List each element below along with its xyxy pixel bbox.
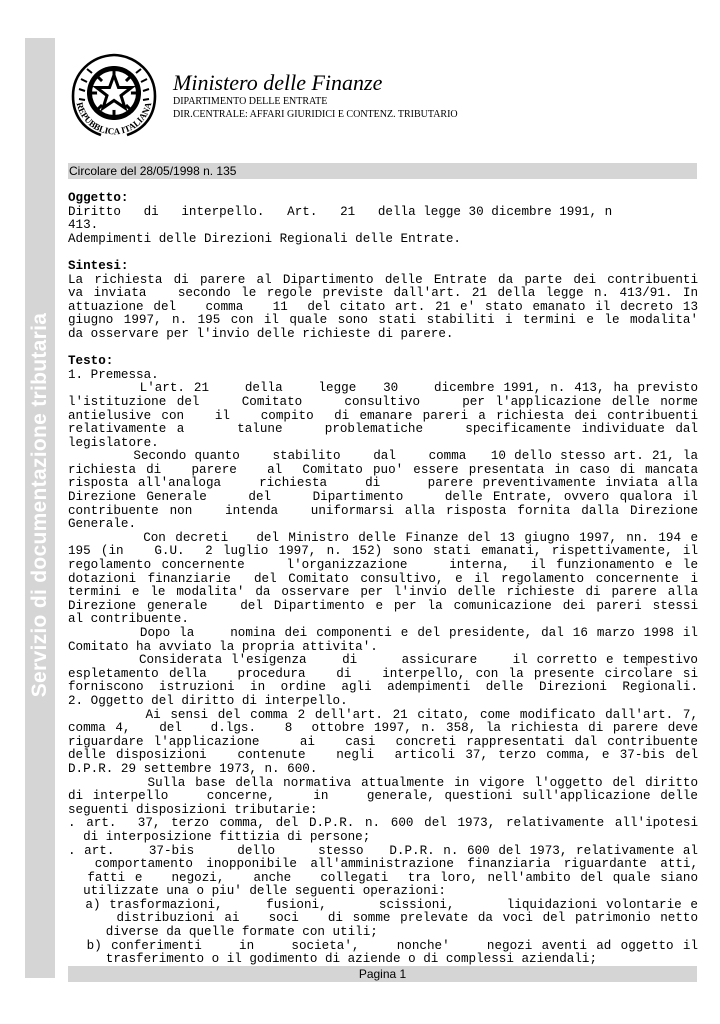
document-body bbox=[68, 192, 698, 967]
testo-line: a) trasformazioni, fusioni, scissioni, liquidazioni volontarie e bbox=[68, 897, 698, 912]
sintesi-section bbox=[68, 274, 698, 342]
sintesi-line: va inviata secondo le regole previste dall'art. 21 della legge n. 413/91. In bbox=[68, 286, 698, 301]
testo-line: Dopo la nomina dei componenti e del presidente, dal 16 marzo 1998 il bbox=[68, 626, 698, 640]
testo-line: forniscono istruzioni in ordine agli adempimenti delle Direzioni Regionali. bbox=[68, 680, 698, 695]
testo-line: riguardare l'applicazione ai casi concreti rappresentati dal contribuente bbox=[68, 734, 698, 749]
testo-line: relativamente a talune problematiche specificamente individuate dal bbox=[68, 422, 698, 437]
testo-line: . art. 37, terzo comma, del D.P.R. n. 600 del 1973, relativamente all'ipotesi bbox=[68, 816, 698, 831]
testo-line: . art. 37-bis dello stesso D.P.R. n. 600 del 1973, relativamente al bbox=[68, 843, 698, 858]
testo-line: comma 4, del d.lgs. 8 ottobre 1997, n. 358, la richiesta di parere deve bbox=[68, 721, 698, 736]
testo-line: contribuente non intenda uniformarsi alla risposta fornita dalla Direzione bbox=[68, 503, 698, 518]
oggetto-line: 413. bbox=[68, 218, 99, 233]
testo-line: termini e le modalita' da osservare per l'invio delle richieste di parere alla bbox=[68, 585, 698, 600]
testo-line: regolamento concernente l'organizzazione interna, il funzionamento e le bbox=[68, 558, 698, 573]
testo-line: Con decreti del Ministro delle Finanze del 13 giugno 1997, nn. 194 e bbox=[68, 530, 698, 545]
testo-line: diverse da quelle formate con utili; bbox=[68, 925, 378, 940]
sintesi-line: attuazione del comma 11 del citato art. 21 e' stato emanato il decreto 13 bbox=[68, 299, 698, 314]
testo-line: fatti e negozi, anche collegati tra loro, nell'ambito del quale siano bbox=[68, 870, 698, 885]
testo-line: comportamento inopponibile all'amministrazione finanziaria riguardante atti, bbox=[68, 857, 698, 872]
page-number: Pagina 1 bbox=[358, 967, 407, 981]
testo-line: al contribuente. bbox=[68, 612, 189, 627]
testo-line: l'istituzione del Comitato consultivo per l'applicazione delle norme bbox=[68, 394, 698, 409]
testo-section bbox=[68, 369, 698, 967]
oggetto-line: Adempimenti delle Direzioni Regionali delle Entrate. bbox=[68, 231, 461, 246]
oggetto-heading: Oggetto: bbox=[68, 191, 129, 205]
testo-line: utilizzate una o piu' delle seguenti operazioni: bbox=[68, 884, 446, 899]
testo-line: risposta all'analoga richiesta di parere preventivamente inviata alla bbox=[68, 476, 698, 491]
testo-line: Direzione Generale del Dipartimento delle Entrate, ovvero qualora il bbox=[68, 490, 698, 505]
footer-bar bbox=[68, 966, 697, 982]
testo-line: Generale. bbox=[68, 517, 137, 532]
sintesi-line: da osservare per l'invio delle richieste di parere. bbox=[68, 326, 454, 341]
testo-line: di interposizione fittizia di persone; bbox=[68, 829, 371, 844]
testo-line: L'art. 21 della legge 30 dicembre 1991, n. 413, ha previsto bbox=[68, 381, 698, 396]
testo-line: trasferimento o il godimento di aziende o di complessi aziendali; bbox=[68, 952, 598, 967]
direction-name: DIR.CENTRALE: AFFARI GIURIDICI E CONTENZ. TRIBUTARIO bbox=[173, 109, 458, 120]
sintesi-line: La richiesta di parere al Dipartimento delle Entrate da parte dei contribuenti bbox=[68, 272, 698, 287]
testo-line: dotazioni finanziarie del Comitato consultivo, e il regolamento concernente i bbox=[68, 571, 698, 586]
testo-line: D.P.R. 29 settembre 1973, n. 600. bbox=[68, 761, 318, 776]
testo-line: distribuzioni ai soci di somme prelevate da voci del patrimonio netto bbox=[68, 911, 698, 926]
testo-line: 2. Oggetto del diritto di interpello. bbox=[68, 693, 348, 708]
testo-line: 1. Premessa. bbox=[68, 367, 159, 382]
ministry-name: Ministero delle Finanze bbox=[173, 70, 383, 95]
testo-line: espletamento della procedura di interpello, con la presente circolare si bbox=[68, 666, 698, 681]
testo-line: Sulla base della normativa attualmente in vigore l'oggetto del diritto bbox=[68, 775, 698, 790]
testo-line: di interpello concerne, in generale, questioni sull'applicazione delle bbox=[68, 789, 698, 804]
testo-line: Ai sensi del comma 2 dell'art. 21 citato, come modificato dall'art. 7, bbox=[68, 707, 698, 722]
testo-line: Comitato ha avviato la propria attivita'. bbox=[68, 639, 378, 654]
testo-line: b) conferimenti in societa', nonche' negozi aventi ad oggetto il bbox=[68, 938, 698, 953]
testo-line: 195 (in G.U. 2 luglio 1997, n. 152) sono stati emanati, rispettivamente, il bbox=[68, 544, 698, 559]
sintesi-heading: Sintesi: bbox=[68, 258, 129, 273]
svg-text:REPUBBLICA ITALIANA: REPUBBLICA ITALIANA bbox=[74, 101, 154, 137]
sintesi-line: giugno 1997, n. 195 con il quale sono stati stabiliti i termini e le modalita' bbox=[68, 313, 698, 328]
emblem-icon bbox=[67, 49, 161, 143]
testo-line: Considerata l'esigenza di assicurare il corretto e tempestivo bbox=[68, 653, 698, 668]
department-name: DIPARTIMENTO DELLE ENTRATE bbox=[173, 96, 328, 107]
testo-line: delle disposizioni contenute negli articoli 37, terzo comma, e 37-bis del bbox=[68, 748, 698, 763]
circular-title: Circolare del 28/05/1998 n. 135 bbox=[69, 164, 237, 178]
testo-line: seguenti disposizioni tributarie: bbox=[68, 802, 318, 817]
oggetto-line: Diritto di interpello. Art. 21 della legge 30 dicembre 1991, n bbox=[68, 204, 613, 219]
testo-heading: Testo: bbox=[68, 354, 114, 369]
testo-line: legislatore. bbox=[68, 435, 159, 450]
circular-title-bar bbox=[68, 163, 697, 179]
testo-line: antielusive con il compito di emanare pareri a richiesta dei contribuenti bbox=[68, 408, 698, 423]
oggetto-section bbox=[68, 206, 698, 247]
testo-line: richiesta di parere al Comitato puo' essere presentata in caso di mancata bbox=[68, 462, 698, 477]
testo-line: Secondo quanto stabilito dal comma 10 dello stesso art. 21, la bbox=[68, 449, 698, 464]
testo-line: Direzione generale del Dipartimento e per la comunicazione dei pareri stessi bbox=[68, 598, 698, 613]
